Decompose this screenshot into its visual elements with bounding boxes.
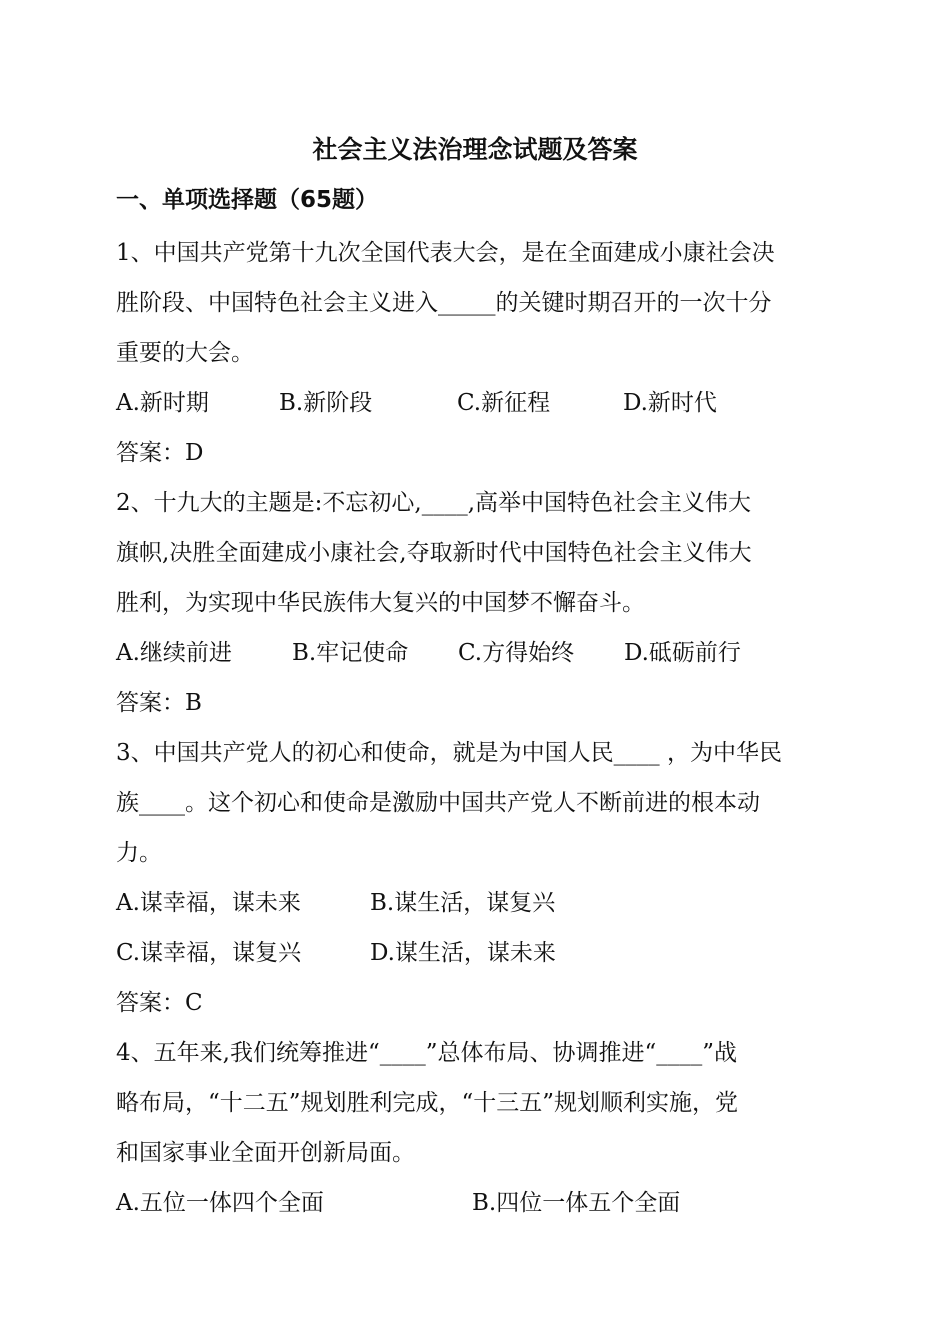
question-text-line: 胜利，为实现中华民族伟大复兴的中国梦不懈奋斗。 bbox=[116, 590, 645, 616]
option-d: D.新时代 bbox=[623, 390, 717, 416]
section-heading: 一、单项选择题（65题） bbox=[116, 187, 379, 213]
options-row bbox=[116, 1178, 838, 1228]
option-a: A.新时期 bbox=[116, 390, 209, 416]
question-3 bbox=[116, 728, 838, 1028]
question-text-line: 和国家事业全面开创新局面。 bbox=[116, 1140, 415, 1166]
question-4 bbox=[116, 1028, 838, 1228]
question-text-line: 3、中国共产党人的初心和使命，就是为中国人民____ ，为中华民 bbox=[116, 740, 782, 766]
option-c: C.谋幸福，谋复兴 bbox=[116, 940, 302, 966]
question-1 bbox=[116, 228, 838, 478]
options-row bbox=[116, 628, 838, 678]
option-b: B.谋生活，谋复兴 bbox=[370, 890, 556, 916]
option-b: B.四位一体五个全面 bbox=[472, 1190, 681, 1216]
option-d: D.谋生活，谋未来 bbox=[370, 940, 556, 966]
question-text-line: 4、五年来,我们统筹推进“____”总体布局、协调推进“____”战 bbox=[116, 1040, 737, 1066]
question-text-line: 略布局，“十二五”规划胜利完成，“十三五”规划顺利实施，党 bbox=[116, 1090, 739, 1116]
options-row bbox=[116, 928, 838, 978]
answer-line: 答案：D bbox=[116, 440, 204, 466]
question-text-line: 族____。这个初心和使命是激励中国共产党人不断前进的根本动 bbox=[116, 790, 760, 816]
option-c: C.新征程 bbox=[457, 390, 551, 416]
option-b: B.牢记使命 bbox=[292, 640, 409, 666]
option-a: A.谋幸福，谋未来 bbox=[116, 890, 301, 916]
options-row bbox=[116, 378, 838, 428]
option-d: D.砥砺前行 bbox=[624, 640, 741, 666]
question-text-line: 胜阶段、中国特色社会主义进入_____的关键时期召开的一次十分 bbox=[116, 290, 772, 316]
document-title: 社会主义法治理念试题及答案 bbox=[312, 135, 638, 164]
option-c: C.方得始终 bbox=[458, 640, 575, 666]
question-2 bbox=[116, 478, 838, 728]
question-text-line: 1、中国共产党第十九次全国代表大会，是在全面建成小康社会决 bbox=[116, 240, 775, 266]
question-text-line: 力。 bbox=[116, 840, 162, 866]
question-text-line: 重要的大会。 bbox=[116, 340, 254, 366]
question-list bbox=[116, 228, 838, 1228]
question-text-line: 旗帜,决胜全面建成小康社会,夺取新时代中国特色社会主义伟大 bbox=[116, 540, 752, 566]
option-a: A.继续前进 bbox=[116, 640, 232, 666]
options-row bbox=[116, 878, 838, 928]
answer-line: 答案：C bbox=[116, 990, 203, 1016]
question-text-line: 2、十九大的主题是:不忘初心,____,高举中国特色社会主义伟大 bbox=[116, 490, 752, 516]
answer-line: 答案：B bbox=[116, 690, 202, 716]
option-a: A.五位一体四个全面 bbox=[116, 1190, 324, 1216]
option-b: B.新阶段 bbox=[279, 390, 373, 416]
